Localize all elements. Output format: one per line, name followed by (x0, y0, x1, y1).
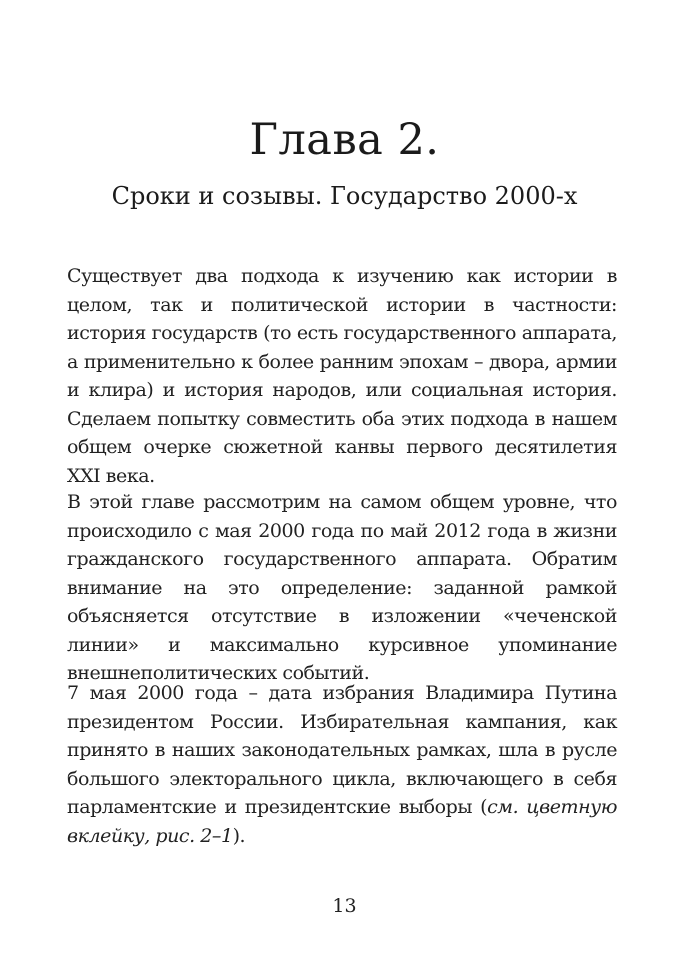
paragraph-3-closing: ). (232, 824, 246, 847)
figure-reference: см. цветную вклейку, рис. 2–1 (67, 796, 617, 847)
chapter-subtitle: Сроки и созывы. Государство 2000-х (111, 182, 578, 210)
page-number: 13 (332, 895, 357, 917)
paragraph-3 (67, 679, 617, 850)
paragraph-1: Существует два подхода к изучению как истории в целом, так и политической истории в частности: история государств (то есть государственного аппарата, а применительно к более ранним эпохам – двора, армии и клира) и история народов, или социальная история. Сделаем попытку совместить оба этих подхода в нашем общем очерке сюжетной канвы первого десятилетия XXI века. (67, 265, 617, 487)
paragraph-2: В этой главе рассмотрим на самом общем уровне, что происходило с мая 2000 года по май 2012 года в жизни гражданского государственного аппарата. Обратим внимание на это определение: заданной рамкой объясняется отсутствие в изложении «чеченской линии» и максимально курсивное упоминание внешнеполитических событий. (67, 491, 617, 684)
paragraph-3-text: 7 мая 2000 года – дата избрания Владимира Путина президентом России. Избирательная кампания, как принято в наших законодательных рамках, шла в русле большого электорального цикла, включающего в себя парламентские и президентские выборы ( (67, 682, 617, 818)
chapter-title: Глава 2. (249, 115, 440, 165)
